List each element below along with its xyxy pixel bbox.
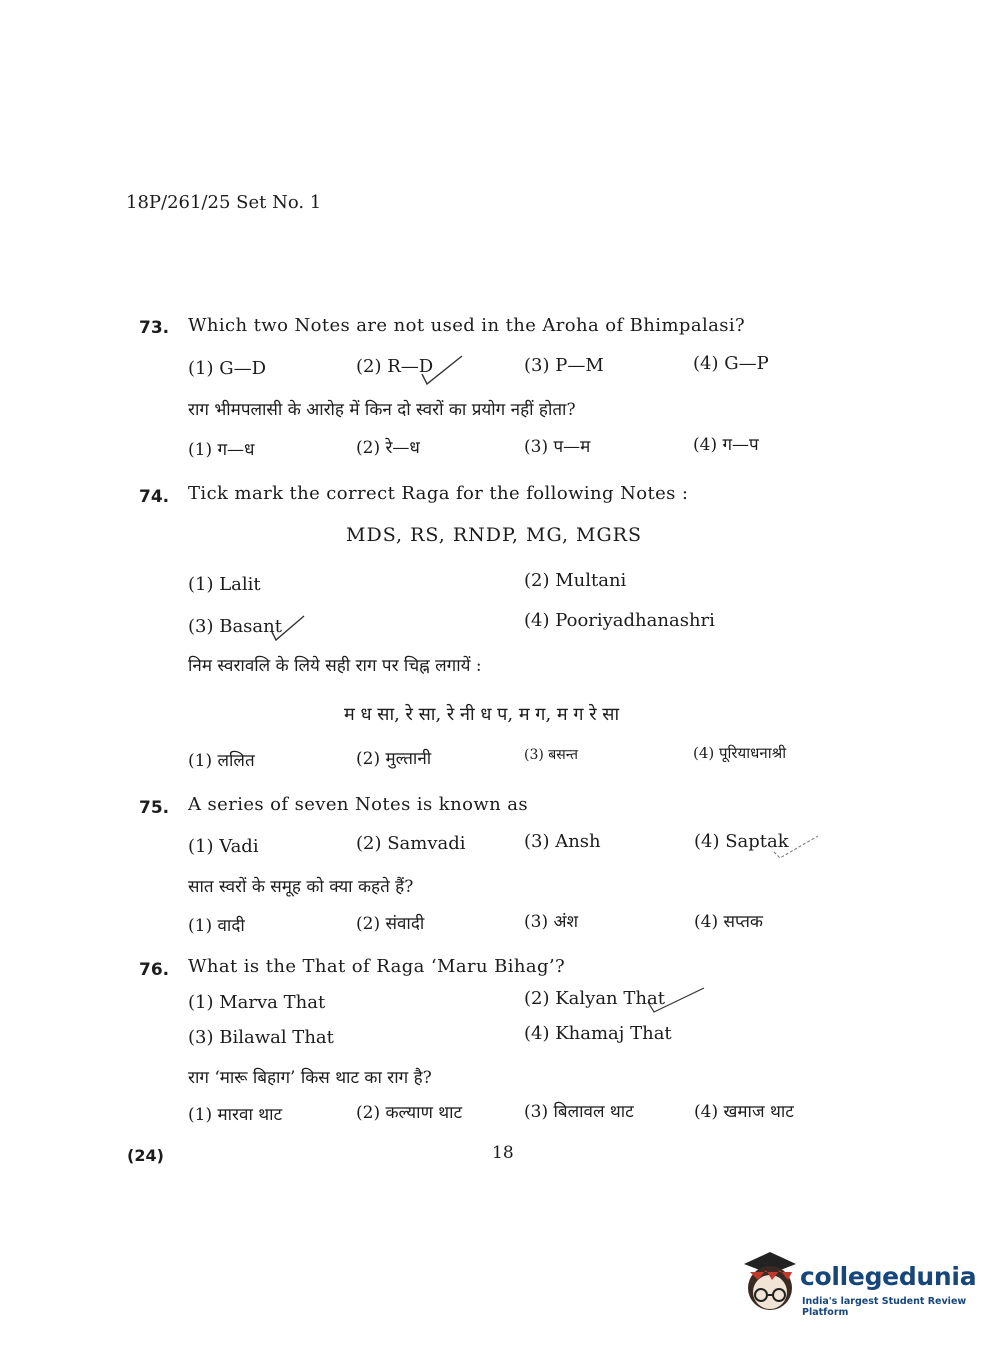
option-4: (4) Pooriyadhanashri <box>524 610 715 631</box>
question-hindi-text: राग भीमपलासी के आरोह में किन दो स्वरों का प्रयोग नहीं होता? <box>188 400 576 420</box>
footer-code: (24) <box>127 1146 164 1165</box>
hindi-option-2: (2) रे—ध <box>356 438 420 458</box>
question-number: 76. <box>139 960 170 980</box>
swara-notation: MDS, RS, RNDP, MG, MGRS <box>346 524 642 546</box>
question-text: What is the That of Raga ‘Maru Bihag’? <box>188 956 566 977</box>
option-2: (2) Kalyan That <box>524 988 665 1009</box>
option-2: (2) Samvadi <box>356 833 466 854</box>
hindi-option-2: (2) कल्याण थाट <box>356 1103 463 1123</box>
option-1: (1) G—D <box>188 358 267 379</box>
hindi-option-4: (4) पूरियाधनाश्री <box>693 744 787 762</box>
question-number: 74. <box>139 487 170 507</box>
logo-tagline: India's largest Student Review Platform <box>802 1296 967 1318</box>
option-3: (3) Basant <box>188 616 282 637</box>
question-hindi-text: सात स्वरों के समूह को क्या कहते हैं? <box>188 877 414 897</box>
hindi-option-2: (2) संवादी <box>356 914 425 934</box>
hindi-option-2: (2) मुल्तानी <box>356 749 432 769</box>
option-4: (4) G—P <box>693 353 769 374</box>
tick-mark-icon <box>640 984 710 1016</box>
hindi-option-4: (4) ग—प <box>693 435 759 455</box>
hindi-option-3: (3) बिलावल थाट <box>524 1102 634 1122</box>
hindi-option-3: (3) प—म <box>524 437 591 457</box>
question-text: Tick mark the correct Raga for the following Notes : <box>188 483 689 504</box>
option-1: (1) Vadi <box>188 836 259 857</box>
hindi-option-1: (1) ग—ध <box>188 440 255 460</box>
hindi-option-4: (4) सप्तक <box>694 912 763 932</box>
option-3: (3) Ansh <box>524 831 601 852</box>
option-3: (3) P—M <box>524 355 604 376</box>
hindi-option-3: (3) बसन्त <box>524 747 579 763</box>
option-4: (4) Khamaj That <box>524 1023 672 1044</box>
page-number: 18 <box>492 1143 514 1163</box>
hindi-option-1: (1) मारवा थाट <box>188 1105 283 1125</box>
question-text: A series of seven Notes is known as <box>188 794 529 815</box>
option-1: (1) Lalit <box>188 574 261 595</box>
set-number-header: 18P/261/25 Set No. 1 <box>126 192 322 213</box>
hindi-swara-notation: म ध सा, रे सा, रे नी ध प, म ग, म ग रे सा <box>344 704 620 725</box>
option-1: (1) Marva That <box>188 992 326 1013</box>
option-2: (2) R—D <box>356 356 434 377</box>
logo-wordmark: collegedunia <box>800 1262 977 1291</box>
hindi-option-3: (3) अंश <box>524 912 579 932</box>
question-number: 75. <box>139 798 170 818</box>
question-number: 73. <box>139 318 170 338</box>
question-text: Which two Notes are not used in the Aroha of Bhimpalasi? <box>188 315 746 336</box>
hindi-option-1: (1) वादी <box>188 916 245 936</box>
hindi-option-1: (1) ललित <box>188 751 255 771</box>
tick-mark-icon <box>418 352 466 388</box>
option-2: (2) Multani <box>524 570 627 591</box>
question-hindi-text: राग ‘मारू बिहाग’ किस थाट का राग है? <box>188 1068 432 1088</box>
hindi-option-4: (4) खमाज थाट <box>694 1102 794 1122</box>
question-hindi-text: निम स्वरावलि के लिये सही राग पर चिह्न लगायें : <box>188 656 482 676</box>
tick-mark-icon <box>762 832 822 862</box>
tick-mark-icon <box>268 612 308 644</box>
option-3: (3) Bilawal That <box>188 1027 334 1048</box>
option-4: (4) Saptak <box>694 831 789 852</box>
